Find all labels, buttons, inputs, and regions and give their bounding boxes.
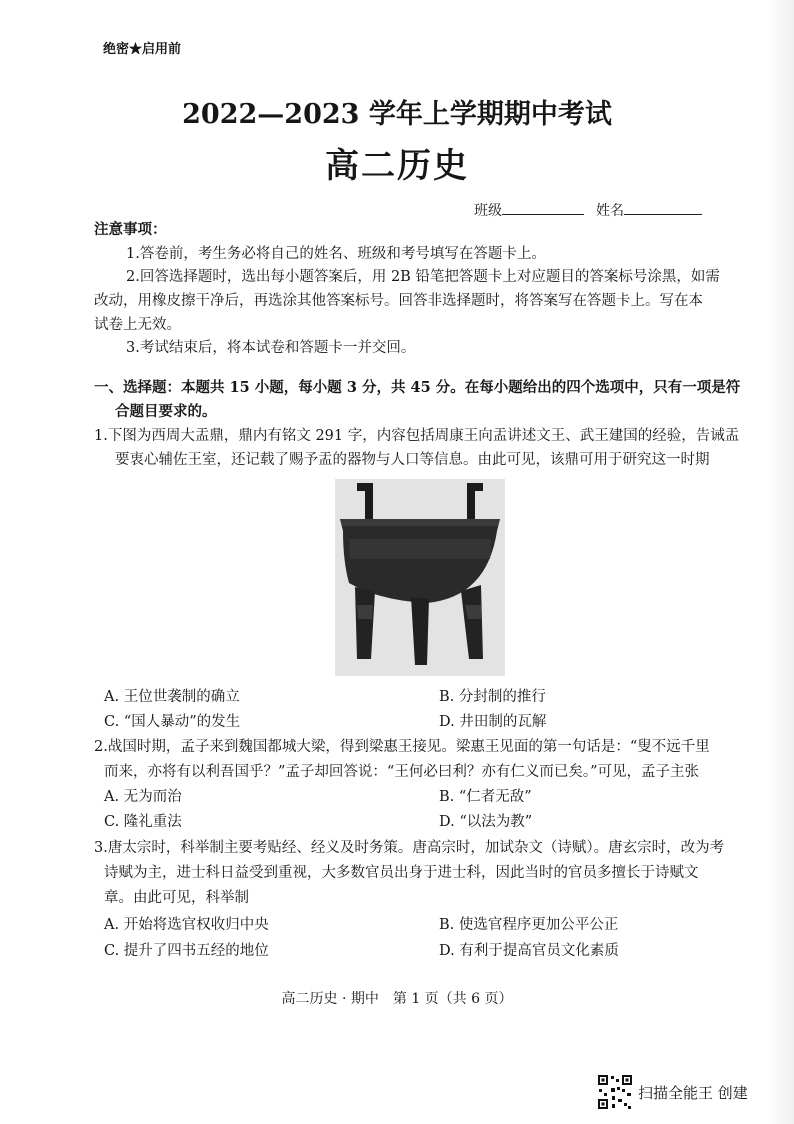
question-3-option-b: B. 使选官程序更加公平公正 (439, 917, 619, 933)
question-1-line-2: 要衷心辅佐王室，还记载了赐予盂的器物与人口等信息。由此可见，该鼎可用于研究这一时期 (115, 452, 710, 468)
question-2-line-2: 而来，亦将有以利吾国乎？”孟子却回答说：“王何必曰利？亦有仁义而已矣。”可见，孟子主张 (104, 764, 699, 780)
question-3-line-1: 3.唐太宗时，科举制主要考贴经、经义及时务策。唐高宗时，加试杂文（诗赋）。唐玄宗时，改为考 (94, 840, 725, 856)
cauldron-rim (340, 519, 500, 526)
name-label: 姓名 (596, 203, 624, 219)
class-field (474, 200, 584, 220)
class-blank (502, 202, 584, 215)
question-2-option-d: D. “以法为教” (439, 814, 533, 830)
notes-item-3: 3.考试结束后，将本试卷和答题卡一并交回。 (126, 340, 416, 356)
question-1-line-1: 1.下图为西周大盂鼎，鼎内有铭文 291 字，内容包括周康王向盂讲述文王、武王建国的经验，告诫盂 (94, 428, 740, 444)
question-3-line-2: 诗赋为主，进士科日益受到重视，大多数官员出身于进士科，因此当时的官员多擅长于诗赋文 (104, 865, 699, 881)
question-1-option-b: B. 分封制的推行 (439, 689, 546, 705)
name-blank (624, 202, 702, 215)
question-2-line-1: 2.战国时期，孟子来到魏国都城大梁，得到梁惠王接见。梁惠王见面的第一句话是：“叟不远千里 (94, 739, 710, 755)
class-label: 班级 (474, 203, 502, 219)
scanner-watermark: 扫描全能王 创建 (638, 1084, 748, 1102)
exam-subject: 高二历史 (325, 146, 469, 186)
question-3-option-d: D. 有利于提高官员文化素质 (439, 943, 619, 959)
notes-item-2-line-2: 改动，用橡皮擦干净后，再选涂其他答案标号。回答非选择题时，将答案写在答题卡上。写在本 (94, 293, 703, 309)
notes-item-2-line-3: 试卷上无效。 (94, 317, 181, 333)
question-3-option-c: C. 提升了四书五经的地位 (104, 943, 269, 959)
page-footer: 高二历史 · 期中 第 1 页（共 6 页） (281, 991, 513, 1007)
da-yu-ding-photo (335, 479, 505, 676)
exam-title: 2022—2023 学年上学期期中考试 (182, 99, 612, 130)
question-2-option-c: C. 隆礼重法 (104, 814, 182, 830)
notes-item-2-line-1: 2.回答选择题时，选出每小题答案后，用 2B 铅笔把答题卡上对应题目的答案标号涂黑，如需 (126, 269, 720, 285)
leg-left-decoration (357, 605, 373, 619)
confidential-mark: 绝密★启用前 (103, 42, 182, 57)
section-heading-line-1: 一、选择题：本题共 15 小题，每小题 3 分，共 45 分。在每小题给出的四个选项中，只有一项是符 (94, 379, 741, 396)
question-2-option-b: B. “仁者无敌” (439, 789, 532, 805)
name-field (596, 200, 702, 220)
notes-item-1: 1.答卷前，考生务必将自己的姓名、班级和考号填写在答题卡上。 (126, 246, 546, 262)
qr-code-icon (597, 1074, 633, 1110)
section-heading-line-2: 合题目要求的。 (115, 403, 217, 420)
question-2-option-a: A. 无为而治 (104, 789, 182, 805)
question-1-option-d: D. 井田制的瓦解 (439, 714, 547, 730)
question-3-option-a: A. 开始将选官权收归中央 (104, 917, 269, 933)
notes-heading: 注意事项： (94, 221, 167, 238)
question-1-option-c: C. “国人暴动”的发生 (104, 714, 241, 730)
decorative-band (349, 539, 491, 559)
question-3-line-3: 章。由此可见，科举制 (104, 890, 249, 906)
question-1-option-a: A. 王位世袭制的确立 (104, 689, 240, 705)
